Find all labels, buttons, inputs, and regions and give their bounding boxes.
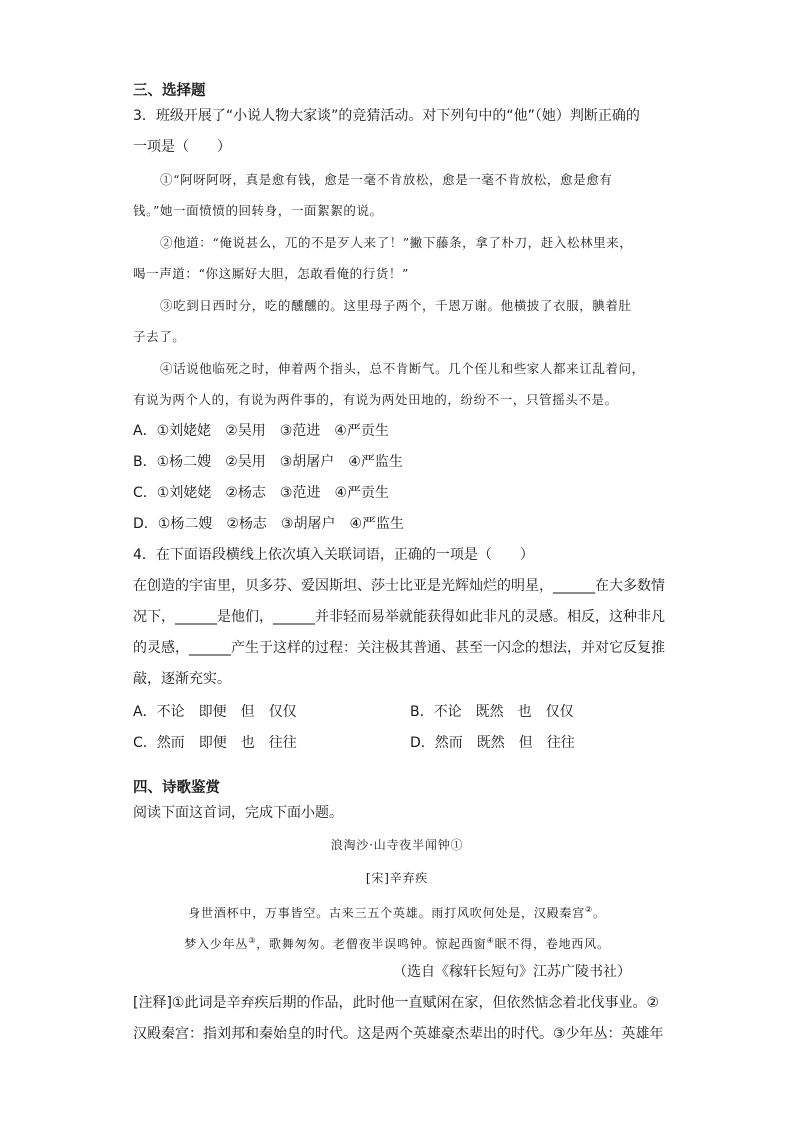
question-4-option-a[interactable] — [133, 702, 297, 722]
passage-2: ②他道：“俺说甚么，兀的不是歹人来了！”撇下藤条，拿了朴刀，赶入松林里来， — [160, 235, 633, 250]
question-3-stem: 3．班级开展了“小说人物大家谈”的竞猜活动。对下列句中的“他”（她）判断正确的 — [133, 108, 640, 124]
poem-title: 浪淘沙·山寺夜半闻钟① — [330, 838, 464, 852]
option-item: ②杨志 — [225, 485, 266, 501]
passage-3-cont: 子去了。 — [133, 329, 186, 344]
poem-author: [宋]辛弃疾 — [365, 871, 429, 885]
option-item: ④严贡生 — [334, 485, 390, 501]
option-text: 不论 既然 也 仅仅 — [433, 704, 574, 720]
option-item: ②吴用 — [225, 423, 266, 439]
option-letter: A． — [133, 704, 157, 720]
question-3-option-a[interactable] — [133, 421, 403, 441]
question-3-option-c[interactable] — [133, 483, 403, 503]
option-letter: C． — [133, 485, 157, 501]
option-letter: C． — [133, 735, 157, 751]
question-4-option-b[interactable] — [410, 702, 574, 722]
poem-line-2 — [0, 931, 794, 954]
poem-source: （选自《稼轩长短句》江苏广陵书社） — [393, 964, 631, 980]
option-item: ①刘姥姥 — [156, 423, 212, 439]
passage-4-cont: 有说为两个人的，有说为两件事的，有说为两处田地的，纷纷不一，只管摇头不是。 — [133, 392, 618, 407]
question-4-paragraph-cont: 的灵感，______产生于这样的过程：关注极其普通、甚至一闪念的想法，并对它反复推 — [133, 640, 665, 656]
question-4-paragraph: 在创造的宇宙里，贝多芬、爱因斯坦、莎士比亚是光辉灿烂的明星，______在大多数情 — [133, 578, 665, 594]
poem-text: 。 — [592, 906, 606, 920]
section-heading-choice: 三、选择题 — [133, 83, 206, 99]
footnote-marker: ② — [585, 905, 593, 914]
option-item: ①刘姥姥 — [156, 485, 212, 501]
question-4-option-d[interactable] — [410, 733, 575, 753]
question-4-stem: 4．在下面语段横线上依次填入关联词语，正确的一项是（ ） — [133, 547, 534, 563]
footnote-marker: ④ — [486, 936, 495, 945]
question-3-option-d[interactable] — [133, 514, 418, 534]
option-text: 然而 既然 但 往往 — [434, 735, 575, 751]
option-item: ③范进 — [279, 485, 321, 501]
option-item: ①杨二嫂 — [156, 454, 212, 470]
option-item: ③范进 — [279, 423, 321, 439]
option-item: ④严贡生 — [334, 423, 389, 439]
option-item: ①杨二嫂 — [157, 516, 213, 532]
option-item: ②杨志 — [226, 516, 267, 532]
option-item: ③胡屠户 — [279, 454, 335, 470]
question-4-paragraph-cont: 敲，逐渐充实。 — [133, 671, 231, 687]
passage-3: ③吃到日西时分，吃的醺醺的。这里母子两个，千恩万谢。他横披了衣服，腆着肚 — [160, 298, 632, 313]
poem-text: 梦入少年丛 — [184, 937, 249, 951]
option-item: ④严监生 — [348, 454, 403, 470]
poem-line-1 — [0, 900, 794, 923]
poetry-intro: 阅读下面这首词，完成下面小题。 — [133, 805, 343, 821]
option-letter: A． — [133, 423, 157, 439]
passage-4: ④话说他临死之时，伸着两个指头，总不肯断气。几个侄儿和些家人都来讧乱着问， — [160, 361, 645, 376]
option-letter: B． — [133, 454, 157, 470]
passage-2-cont: 喝一声道：“你这厮好大胆，怎敢看俺的行货！” — [133, 266, 409, 281]
footnote-marker: ③ — [248, 936, 257, 945]
question-4-option-c[interactable] — [133, 733, 297, 753]
option-letter: D． — [133, 516, 158, 532]
question-4-paragraph-cont: 况下，______是他们，______并非轻而易举就能获得如此非凡的灵感。相反，这种非凡 — [133, 609, 665, 625]
poem-text: 眠不得，卷地西风。 — [494, 937, 610, 951]
option-text: 不论 即便 但 仅仅 — [156, 704, 297, 720]
passage-1-cont: 钱。”她一面愤愤的回转身，一面絮絮的说。 — [133, 203, 383, 218]
option-letter: B． — [410, 704, 434, 720]
poem-text: ，歌舞匆匆。老僧夜半误鸣钟。惊起西窗 — [256, 937, 487, 951]
question-3-stem-cont: 一项是（ ） — [133, 139, 231, 155]
poem-text: 身世酒杯中，万事皆空。古来三五个英雄。雨打风吹何处是，汉殿秦宫 — [188, 906, 585, 920]
question-3-option-b[interactable] — [133, 452, 417, 472]
passage-1: ①“阿呀阿呀，真是愈有钱，愈是一毫不肯放松，愈是一毫不肯放松，愈是愈有 — [160, 172, 613, 187]
option-text: 然而 即便 也 往往 — [156, 735, 297, 751]
option-item: ③胡屠户 — [280, 516, 336, 532]
option-item: ②吴用 — [225, 454, 266, 470]
option-letter: D． — [410, 735, 435, 751]
poem-notes-cont: 汉殿秦宫：指刘邦和秦始皇的时代。这是两个英雄豪杰辈出的时代。③少年丛：英雄年 — [133, 1026, 664, 1042]
poem-notes: [注释]①此词是辛弃疾后期的作品，此时他一直赋闲在家，但依然惦念着北伐事业。② — [133, 995, 660, 1011]
option-item: ④严监生 — [349, 516, 405, 532]
section-heading-poetry: 四、诗歌鉴赏 — [133, 780, 220, 796]
